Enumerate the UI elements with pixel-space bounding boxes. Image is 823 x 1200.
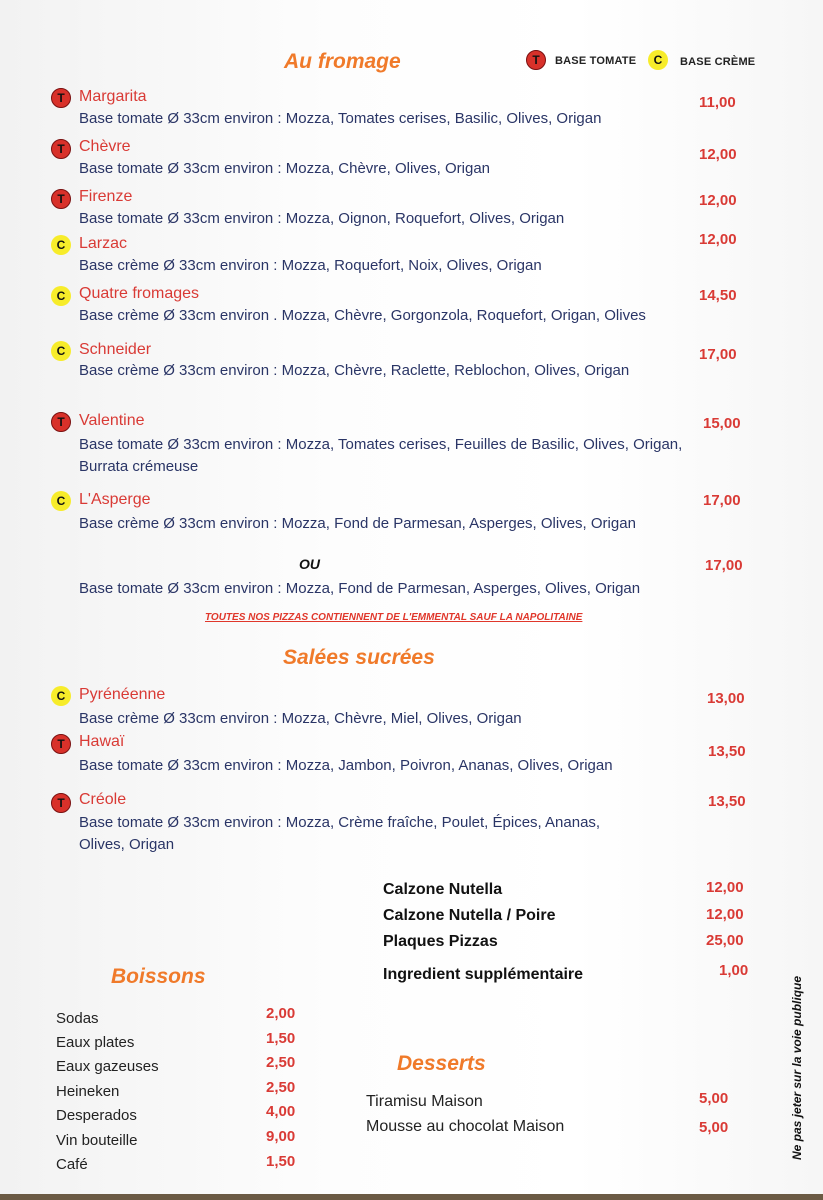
pizza-name: Hawaï (79, 733, 125, 750)
cream-base-icon: C (51, 235, 71, 255)
pizza-name: Firenze (79, 188, 133, 205)
extra-item-name: Ingredient supplémentaire (383, 966, 584, 983)
pizza-price: 17,00 (705, 557, 743, 574)
pizza-name: Valentine (79, 412, 145, 429)
extra-item-price: 25,00 (706, 932, 744, 949)
drink-price: 4,00 (266, 1103, 296, 1120)
pizza-description: Base tomate Ø 33cm environ : Mozza, Tomates cerises, Feuilles de Basilic, Olives, Origan, (79, 436, 683, 453)
tomato-base-icon: T (526, 50, 546, 70)
drink-name: Desperados (56, 1107, 137, 1124)
section-title-fromage: Au fromage (284, 50, 401, 73)
pizza-price: 12,00 (699, 231, 737, 248)
legend-creme-label: BASE CRÈME (680, 56, 756, 68)
drink-price: 1,50 (266, 1153, 296, 1170)
section-title-salees: Salées sucrées (283, 646, 435, 669)
pizza-description: Base tomate Ø 33cm environ : Mozza, Chèvre, Olives, Origan (79, 160, 490, 177)
or-separator: OU (299, 556, 320, 572)
pizza-name: Chèvre (79, 138, 131, 155)
emmental-notice: TOUTES NOS PIZZAS CONTIENNENT DE L'EMMENTAL SAUF LA NAPOLITAINE (205, 612, 583, 623)
pizza-price: 17,00 (699, 346, 737, 363)
pizza-price: 12,00 (699, 192, 737, 209)
tomato-base-icon: T (51, 412, 71, 432)
cream-base-icon: C (51, 491, 71, 511)
pizza-price: 13,50 (708, 793, 746, 810)
pizza-name: Margarita (79, 88, 147, 105)
extra-item-name: Calzone Nutella / Poire (383, 907, 556, 924)
drink-price: 2,50 (266, 1079, 296, 1096)
drink-price: 2,50 (266, 1054, 296, 1071)
drink-price: 9,00 (266, 1128, 296, 1145)
tomato-base-icon: T (51, 189, 71, 209)
pizza-name: Larzac (79, 235, 128, 252)
drink-price: 2,00 (266, 1005, 296, 1022)
dessert-price: 5,00 (699, 1090, 729, 1107)
dessert-price: 5,00 (699, 1119, 729, 1136)
extra-item-price: 12,00 (706, 906, 744, 923)
cream-base-icon: C (51, 286, 71, 306)
pizza-description-continued: Burrata crémeuse (79, 458, 199, 475)
pizza-description: Base crème Ø 33cm environ : Mozza, Fond de Parmesan, Asperges, Olives, Origan (79, 515, 636, 532)
extra-item-name: Plaques Pizzas (383, 933, 498, 950)
pizza-price: 11,00 (699, 94, 736, 111)
tomato-base-icon: T (51, 139, 71, 159)
dessert-name: Tiramisu Maison (366, 1093, 483, 1110)
extra-item-name: Calzone Nutella (383, 881, 503, 898)
cream-base-icon: C (51, 341, 71, 361)
drink-price: 1,50 (266, 1030, 296, 1047)
pizza-name: Quatre fromages (79, 285, 200, 302)
tomato-base-icon: T (51, 734, 71, 754)
pizza-description-continued: Olives, Origan (79, 836, 175, 853)
drink-name: Vin bouteille (56, 1132, 138, 1149)
pizza-price: 14,50 (699, 287, 737, 304)
drink-name: Heineken (56, 1083, 120, 1100)
dessert-name: Mousse au chocolat Maison (366, 1118, 565, 1135)
side-note: Ne pas jeter sur la voie publique (790, 975, 804, 1160)
drink-name: Eaux plates (56, 1034, 135, 1051)
pizza-name: Schneider (79, 341, 152, 358)
pizza-description: Base tomate Ø 33cm environ : Mozza, Crème fraîche, Poulet, Épices, Ananas, (79, 814, 601, 831)
tomato-base-icon: T (51, 88, 71, 108)
section-title-boissons: Boissons (111, 965, 206, 988)
cream-base-icon: C (51, 686, 71, 706)
drink-name: Sodas (56, 1010, 99, 1027)
drink-name: Eaux gazeuses (56, 1058, 159, 1075)
pizza-description: Base tomate Ø 33cm environ : Mozza, Jambon, Poivron, Ananas, Olives, Origan (79, 757, 613, 774)
pizza-name: Pyrénéenne (79, 686, 166, 703)
bottom-edge (0, 1194, 823, 1200)
pizza-description: Base tomate Ø 33cm environ : Mozza, Oignon, Roquefort, Olives, Origan (79, 210, 565, 227)
pizza-description: Base crème Ø 33cm environ : Mozza, Chèvre, Miel, Olives, Origan (79, 710, 522, 727)
pizza-price: 13,00 (707, 690, 745, 707)
cream-base-icon: C (648, 50, 668, 70)
legend-tomate-label: BASE TOMATE (555, 55, 637, 67)
extra-item-price: 1,00 (719, 962, 749, 979)
tomato-base-icon: T (51, 793, 71, 813)
pizza-price: 12,00 (699, 146, 737, 163)
pizza-description: Base tomate Ø 33cm environ : Mozza, Fond de Parmesan, Asperges, Olives, Origan (79, 580, 641, 597)
pizza-name: L'Asperge (79, 491, 151, 508)
pizza-description: Base crème Ø 33cm environ : Mozza, Roquefort, Noix, Olives, Origan (79, 257, 542, 274)
pizza-description: Base tomate Ø 33cm environ : Mozza, Tomates cerises, Basilic, Olives, Origan (79, 110, 602, 127)
pizza-description: Base crème Ø 33cm environ . Mozza, Chèvre, Gorgonzola, Roquefort, Origan, Olives (79, 307, 646, 324)
pizza-name: Créole (79, 791, 127, 808)
pizza-price: 13,50 (708, 743, 746, 760)
section-title-desserts: Desserts (397, 1052, 486, 1075)
drink-name: Café (56, 1156, 88, 1173)
pizza-price: 15,00 (703, 415, 741, 432)
extra-item-price: 12,00 (706, 879, 744, 896)
pizza-description: Base crème Ø 33cm environ : Mozza, Chèvre, Raclette, Reblochon, Olives, Origan (79, 362, 630, 379)
pizza-price: 17,00 (703, 492, 741, 509)
